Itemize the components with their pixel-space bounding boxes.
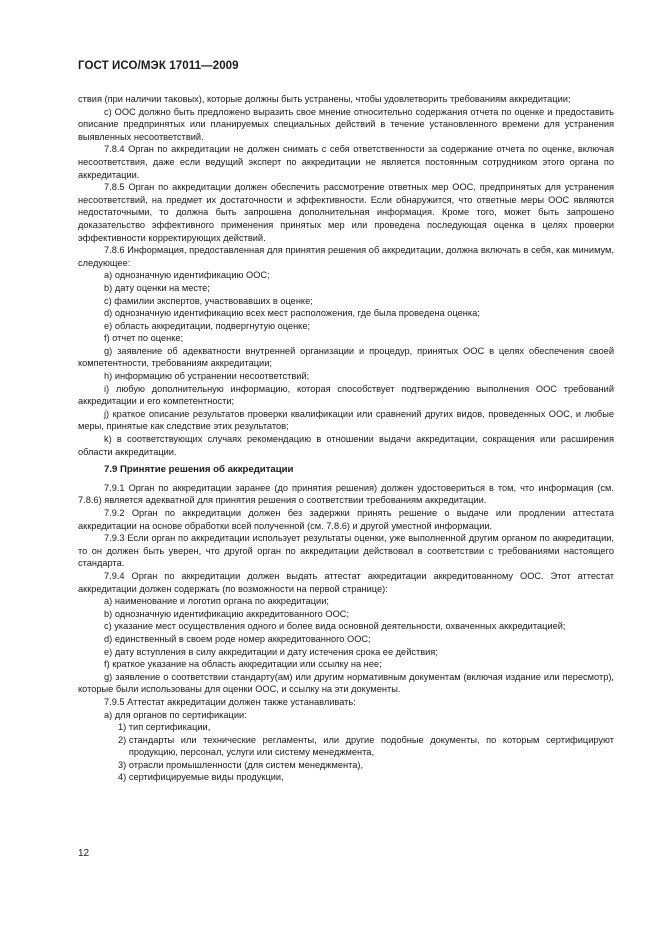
paragraph: ствия (при наличии таковых), которые должны быть устранены, чтобы удовлетворить требованиям аккредитации; xyxy=(78,94,571,104)
paragraph: c) ООС должно быть предложено выразить свое мнение относительно содержания отчета по оценке и предоставить описание предпринятых или планируемых специальных действий в течение установленного времени для устранения выявленных несоответствий. xyxy=(78,106,614,142)
sub-list-item: 4) сертифицируемые виды продукции, xyxy=(118,772,284,783)
sub-list-item: 1) тип сертификации, xyxy=(118,722,211,733)
list-item: g) заявление об адекватности внутренней организации и процедур, принятых ООС в целях обеспечения своей компетентности, требованиям аккредитации; xyxy=(78,345,614,369)
list-item: d) единственный в своем роде номер аккредитованного ООС; xyxy=(104,633,371,644)
list-item: a) для органов по сертификации: xyxy=(104,709,247,720)
clause-7-8-4: 7.8.4 Орган по аккредитации не должен снимать с себя ответственности за содержание отчета по оценке, включая несоответствия, даже если ведущий эксперт по аккредитации не является постоянным сотрудником этого органа по аккредитации. xyxy=(78,144,614,180)
list-item: g) заявление о соответствии стандарту(ам) или другим нормативным документам (включая издание или пересмотр), которые были использованы для оценки ООС, и ссылку на эти документы. xyxy=(78,671,614,695)
list-item: a) наименование и логотип органа по аккредитации; xyxy=(104,596,329,607)
list-7-9-4 xyxy=(78,595,614,696)
section-heading-7-9: 7.9 Принятие решения об аккредитации xyxy=(104,464,294,476)
list-item: j) краткое описание результатов проверки квалификации или сравнений других видов, проведенных ООС, и любые меры, принятые как следствие этих результатов; xyxy=(78,408,614,432)
clause-7-9-1: 7.9.1 Орган по аккредитации заранее (до принятия решения) должен удостовериться в том, что информация (см. 7.8.6) является адекватной для принятия решения о соответствии требованиям аккредитации. xyxy=(78,482,614,506)
list-7-8-6 xyxy=(78,269,614,458)
clause-7-8-6: 7.8.6 Информация, предоставленная для принятия решения об аккредитации, должна включать в себя, как минимум, следующее: xyxy=(78,245,614,268)
document-header: ГОСТ ИСО/МЭК 17011—2009 xyxy=(78,60,239,72)
list-item: e) дату вступления в силу аккредитации и дату истечения срока ее действия; xyxy=(104,646,438,657)
list-item: a) однозначную идентификацию ООС; xyxy=(104,270,270,281)
list-item: k) в соответствующих случаях рекомендацию в отношении выдачи аккредитации, сокращения или расширения области аккредитации. xyxy=(78,434,614,457)
list-item: c) фамилии экспертов, участвовавших в оценке; xyxy=(104,295,313,306)
sub-list-item: 3) отрасли промышленности (для систем менеджмента), xyxy=(118,759,364,770)
page-number: 12 xyxy=(78,848,90,859)
list-item: b) дату оценки на месте; xyxy=(104,282,210,293)
list-item: d) однозначную идентификацию всех мест расположения, где была проведена оценка; xyxy=(104,308,480,319)
clause-7-9-2: 7.9.2 Орган по аккредитации должен без задержки принять решение о выдаче или продлении аттестата аккредитации на основе обработки всей полученной (см. 7.8.6) и другой уместной информации. xyxy=(78,508,614,531)
clause-7-9-3: 7.9.3 Если орган по аккредитации использует результаты оценки, уже выполненной другим органом по аккредитации, то он должен быть уверен, что другой орган по аккредитации действовал в соответствии с требованиями настоящего стандарта. xyxy=(78,533,614,569)
list-item: b) однозначную идентификацию аккредитованного ООС; xyxy=(104,608,350,619)
list-item: h) информацию об устранении несоответствий; xyxy=(104,371,310,382)
clause-7-9-5: 7.9.5 Аттестат аккредитации должен также устанавливать: xyxy=(104,696,356,707)
list-7-9-5 xyxy=(78,709,614,785)
clause-7-9-4: 7.9.4 Орган по аккредитации должен выдать аттестат аккредитации аккредитованному ООС. Этот аттестат аккредитации должен содержать (по возможности на первой странице): xyxy=(78,570,614,594)
list-item: f) краткое указание на область аккредитации или ссылку на нее; xyxy=(104,659,382,670)
sub-list-item: 2) стандарты или технические регламенты, или другие подобные документы, по которым сертифицируют продукцию, персонал, услуги или систему менеджмента, xyxy=(118,734,614,758)
list-item: c) указание мест осуществления одного и более вида основной деятельности, охваченных аккредитацией; xyxy=(104,621,566,632)
clause-7-8-5: 7.8.5 Орган по аккредитации должен обеспечить рассмотрение ответных мер ООС, предпринятых для устранения несоответствий, на предмет их достаточности и эффективности. Если обнаружится, что ответные меры ООС являются недостаточными, то должна быть запрошена дополнительная информация. Кроме того, может быть запрошено доказательство эффективного применения принятых мер или проведена последующая оценка в целях проверки эффективности корректирующих действий. xyxy=(78,182,614,243)
list-item: f) отчет по оценке; xyxy=(104,333,184,344)
list-item: e) область аккредитации, подвергнутую оценке; xyxy=(104,320,311,331)
document-body xyxy=(78,93,614,784)
list-item: i) любую дополнительную информацию, которая способствует подтверждению выполнения ООС требований аккредитации и его компетентности; xyxy=(78,383,614,407)
